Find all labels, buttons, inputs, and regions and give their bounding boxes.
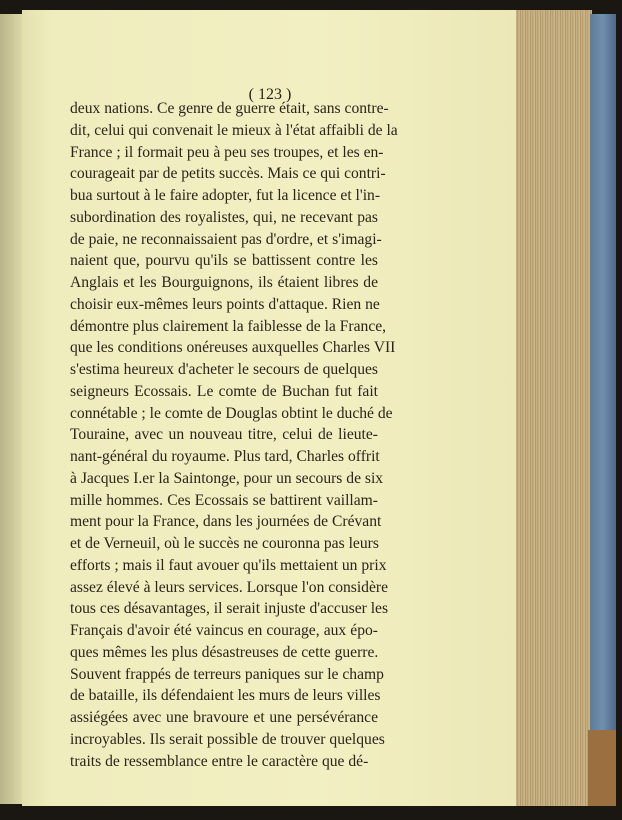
text-line: efforts ; mais il faut avouer qu'ils mettaient un prix (70, 556, 387, 574)
text-line: tous ces désavantages, il serait injuste d'accuser les (70, 600, 389, 618)
page-number: ( 123 ) (248, 86, 292, 103)
text-line: assez élevé à leurs services. Lorsque l'on considère (70, 578, 389, 596)
book-cover (590, 14, 616, 734)
text-line: bua surtout à le faire adopter, fut la licence et l'in- (70, 187, 381, 204)
text-line: de paie, ne reconnaissaient pas d'ordre, et s'imagi- (70, 230, 382, 248)
text-line: Anglais et les Bourguignons, ils étaient libres de (70, 274, 378, 291)
text-line: Français d'avoir été vaincus en courage, aux épo- (70, 622, 378, 639)
text-line: naient que, pourvu qu'ils se battissent contre les (70, 252, 378, 270)
text-line: deux nations. Ce genre de guerre était, sans contre- (70, 100, 389, 117)
text-line: ques mêmes les plus désastreuses de cette guerre. (70, 643, 379, 661)
text-line: nant-général du royaume. Plus tard, Charles offrit (70, 448, 380, 465)
text-line: ment pour la France, dans les journées de Crévant (70, 513, 382, 531)
text-line: de bataille, ils défendaient les murs de leurs villes (70, 687, 381, 705)
facing-page-edge (0, 14, 22, 804)
text-line: Touraine, avec un nouveau titre, celui de lieute- (70, 426, 378, 444)
book-fore-edge (516, 10, 592, 806)
text-line: France ; il formait peu à peu ses troupes, et les en- (70, 143, 384, 161)
text-line: courageait par de petits succès. Mais ce qui contri- (70, 165, 386, 183)
text-line: incroyables. Ils serait possible de trouver quelques (70, 730, 385, 748)
text-line: démontre plus clairement la faiblesse de la France, (70, 317, 387, 335)
text-line: Souvent frappés de terreurs paniques sur le champ (70, 665, 384, 683)
text-line: seigneurs Ecossais. Le comte de Buchan fut fait (70, 382, 378, 400)
text-line: mille hommes. Ces Ecossais se battirent vaillam- (70, 491, 378, 509)
text-line: subordination des royalistes, qui, ne recevant pas (70, 208, 378, 226)
text-line: s'estima heureux d'acheter le secours de quelques (70, 361, 378, 378)
text-line: dit, celui qui convenait le mieux à l'état affaibli de la (70, 121, 398, 139)
text-line: traits de ressemblance entre le caractère que dé- (70, 752, 369, 770)
text-line: assiégées avec une bravoure et une persévérance (70, 709, 378, 726)
cover-corner (588, 730, 616, 806)
text-line: à Jacques I.er la Saintonge, pour un secours de six (70, 469, 384, 487)
text-line: et de Verneuil, où le succès ne couronna pas leurs (70, 535, 379, 552)
text-line: que les conditions onéreuses auxquelles Charles VII (70, 339, 396, 357)
text-line: connétable ; le comte de Douglas obtint le duché de (70, 404, 393, 422)
text-line: choisir eux-mêmes leurs points d'attaque. Rien ne (70, 295, 380, 313)
body-text (70, 98, 398, 772)
